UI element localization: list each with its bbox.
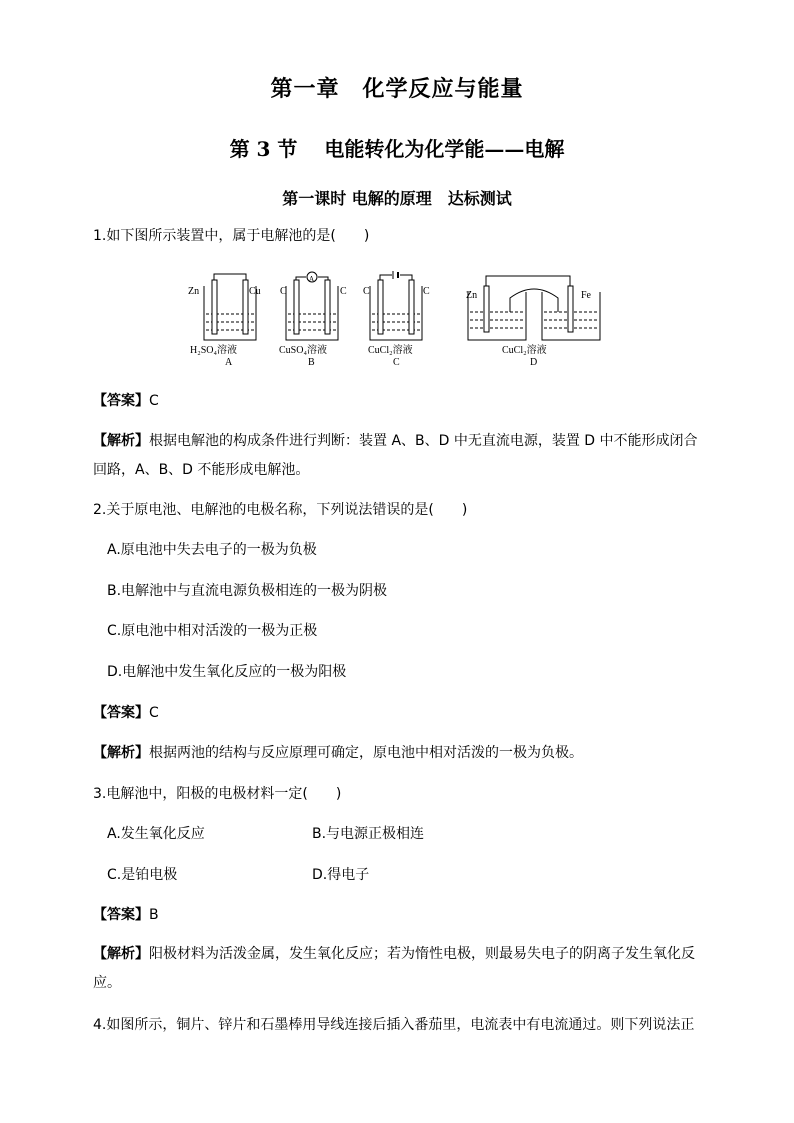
svg-text:A: A [225, 357, 233, 368]
svg-text:Cu: Cu [249, 286, 261, 297]
svg-text:Fe: Fe [581, 290, 591, 301]
lesson-title: 第一课时 电解的原理 达标测试 [282, 189, 512, 208]
svg-text:Zn: Zn [188, 286, 200, 297]
beaker-a [204, 274, 256, 340]
q3-option-d: D.得电子 [312, 867, 370, 883]
q2-answer: 【答案】C [93, 705, 159, 721]
q3-analysis: 【解析】阳极材料为活泼金属，发生氧化反应；若为惰性电极，则最易失电子的阴离子发生氧化反应。 [93, 946, 695, 991]
q2-option-d: D.电解池中发生氧化反应的一极为阳极 [107, 664, 347, 680]
svg-text:D: D [530, 357, 538, 368]
svg-text:CuSO₄溶液: CuSO₄溶液 [279, 345, 327, 356]
svg-text:CuCl₂溶液: CuCl₂溶液 [502, 345, 547, 356]
svg-text:C: C [363, 286, 370, 297]
svg-text:C: C [340, 286, 347, 297]
section-title: 第 3 节 电能转化为化学能——电解 [229, 137, 565, 161]
q3-option-b: B.与电源正极相连 [312, 826, 425, 842]
q2-option-b: B.电解池中与直流电源负极相连的一极为阴极 [107, 583, 388, 599]
svg-text:Zn: Zn [466, 290, 478, 301]
q1-stem: 1.如下图所示装置中，属于电解池的是( ) [93, 228, 370, 244]
q2-option-a: A.原电池中失去电子的一极为负极 [107, 542, 317, 558]
q1-answer: 【答案】C [93, 393, 159, 409]
svg-text:C: C [280, 286, 287, 297]
beaker-c [370, 271, 422, 340]
q3-option-a: A.发生氧化反应 [107, 826, 205, 842]
beaker-d [468, 276, 600, 340]
q4-stem: 4.如图所示，铜片、锌片和石墨棒用导线连接后插入番茄里，电流表中有电流通过。则下列说法正 [93, 1017, 695, 1033]
svg-text:B: B [308, 357, 315, 368]
q1-analysis: 【解析】根据电解池的构成条件进行判断：装置 A、B、D 中无直流电源，装置 D 中不能形成闭合回路，A、B、D 不能形成电解池。 [93, 433, 698, 478]
q1-figure [186, 272, 606, 368]
q2-analysis: 【解析】根据两池的结构与反应原理可确定，原电池中相对活泼的一极为负极。 [93, 745, 583, 761]
q2-stem: 2.关于原电池、电解池的电极名称，下列说法错误的是( ) [93, 502, 468, 518]
svg-text:A: A [309, 275, 315, 283]
q3-option-c: C.是铂电极 [107, 867, 178, 883]
chapter-title: 第一章 化学反应与能量 [270, 76, 524, 102]
svg-text:C: C [393, 357, 400, 368]
q3-answer: 【答案】B [93, 907, 159, 923]
svg-text:C: C [423, 286, 430, 297]
svg-text:H₂SO₄溶液: H₂SO₄溶液 [190, 345, 237, 356]
q2-option-c: C.原电池中相对活泼的一极为正极 [107, 623, 318, 639]
q3-stem: 3.电解池中，阳极的电极材料一定( ) [93, 786, 342, 802]
svg-text:CuCl₂溶液: CuCl₂溶液 [368, 345, 413, 356]
